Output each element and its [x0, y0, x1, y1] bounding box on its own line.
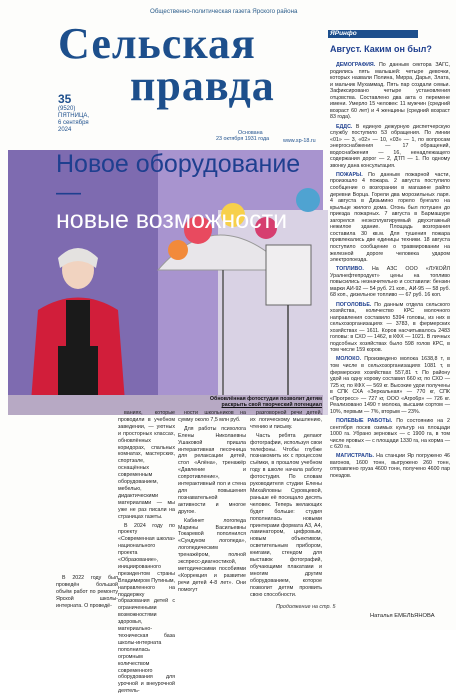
sidebar-item [330, 172, 450, 264]
article-column-2 [118, 410, 175, 697]
sidebar-item-text: Произведено молока 1638,8 т, в том числе в сельхозорганизациях 1081 т, в фермерских хозяйствах 557,81 т. По району удой на одну корову составил 660 кг, по СХО — 725 кг, по КФХ — 569 кг. Высокие удои получены в СПК СХА «Зеркальная» — 770 кг, СПК «Прогресс» — 727 кг, ООО «Агро6р» — 726 кг. Реализовано 1490 т молока, высшим сортом — 10%, первым — 7%, вторым — 23%. [330, 356, 450, 415]
article-paragraph: В 2022 году был проведён большой объём работ по ремонту Ярской школы-интерната. О проведё- [56, 575, 118, 609]
newspaper-subtitle: Общественно-политическая газета Ярского района [150, 8, 298, 15]
website-link[interactable]: www.sp-18.ru [283, 138, 316, 144]
article-paragraph: Для работы психолога Елены Николаевны Ушаковой пришла интерактивная песочница для релаксации детей, стол «Алёна», тренажёр «Давление и сопротивление», интерактивный пол и стена для повышения познавательной активности и многое другое. [178, 425, 246, 515]
article-paragraph: Кабинет логопеда Марины Васильевны Токаревой пополнился «Сундуком логопеда», логопедическим тренажёром, полной экспресс-диагностикой, методическими пособиями «Коррекция и развитие речи детей 4-8 лет». Они помогут [178, 517, 246, 593]
sidebar-item-text: По состоянию на 2 сентября посев озимых культур на площади 1000 га. Убрано зерновых — с 1900 га, в том числе яровых — с площади 1330 га, на корма — с 620 га. [330, 418, 450, 451]
sidebar-item-heading: ЕДДС. [336, 123, 353, 130]
headline-line1: Новое оборудование — [56, 150, 301, 206]
photo-caption [172, 396, 322, 409]
sidebar-item-heading: ПОЛЕВЫЕ РАБОТЫ. [336, 418, 393, 424]
feature-headline [56, 150, 326, 234]
sidebar-item-heading: ПОЖАРЫ. [336, 171, 363, 178]
issue-date: 6 сентября [58, 120, 89, 126]
sidebar-item-heading: МАГИСТРАЛЬ. [336, 453, 374, 460]
issue-number: 35 [58, 92, 72, 106]
article-paragraph: разговорной речи детей, их логическому мышлению, чтению и письму. [250, 410, 322, 430]
sidebar-item-heading: ТОПЛИВО. [336, 266, 364, 273]
sidebar-news [330, 62, 450, 482]
sidebar-item-text: По данным отдела сельского хозяйства, количество КРС молочного направления составило 5394 головы, из них в сельхозорганизациях — 3783, в фермерских хозяйствах — 1611. Коров насчитывалось 2483 головы: в СХО — 1462, в КФХ — 1021. В личных подсобных хозяйствах было 598 голов КРС, в том числе 159 коров. [330, 301, 450, 354]
article-column-4 [250, 410, 322, 600]
sidebar-item-text: На станции Яр погружено 46 вагонов, 1600 тонн, выгружено 260 тонн, отправлено груза 4600 тонн, получено 4600 пар поездов. [330, 453, 450, 479]
sidebar-title: Август. Каким он был? [330, 44, 432, 54]
article-paragraph: Часть ребята делают фотографии, используя свои телефоны. Чтобы глубже познакомить их с процессом съёмки, в прошлом учебном году в школе начала работу фотостудия. По словам руководителя студии Елены Михайловны Суровцевой, раньше её посещало десять человек. Теперь желающих будет больше: студия пополнилась новыми принтерами формата А3, А4, ламинатором, цифровым, новым объективом, осветительным прибором, книгами, стендом для выставок фотографий, обучающими плакатами и многим другим оборудованием, которое позволит детям проявить свою способности. [250, 432, 322, 598]
continued-note[interactable]: Продолжение на стр. 5 [276, 604, 336, 610]
sidebar-item-text: На АЗС ООО «ЛУКОЙЛ Уралнефтепродукт» цены на топливо повысились незначительно и составили: бензин марки АИ-92 — 54 руб. 21 коп., АИ-95 — 58 руб. 68 коп., дизельное топливо — 67 руб. 16 коп. [330, 266, 450, 299]
article-column-3 [178, 410, 246, 596]
sidebar-item-text: В единую дежурную диспетчерскую службу поступило 53 обращения. По линии «01» — 3, «02» — 10, «03» — 1, по вопросам энергоснабжения — 17 обращений, водоснабжения — 16, ненадлежащего содержания дорог — 2, ДТП — 1. По одному звонку дана консультация. [330, 123, 450, 169]
founded-label: Основана [238, 130, 263, 136]
founded-info [216, 130, 269, 142]
sidebar-author: Наталья ЕМЕЛЬЯНОВА [370, 613, 435, 619]
sidebar-item [330, 302, 450, 354]
sidebar-item [330, 418, 450, 451]
masthead [0, 0, 320, 148]
issue-total: (9520) [58, 106, 76, 112]
sidebar-item-heading: МОЛОКО. [336, 356, 362, 363]
sidebar-item [330, 453, 450, 479]
sidebar-item [330, 124, 450, 170]
sidebar-item [330, 356, 450, 415]
article-paragraph: ваниях, которые проводили в учебном заведении, — уютных и просторных классах, обновлённых коридорах, спальных комнатах, мастерских, спортзале, оснащённых современным оборудованием, мебелью, дидактическими материалами — мы уже не раз писали на страницах газеты. [118, 410, 175, 520]
issue-year: 2024 [58, 127, 72, 133]
sidebar-item-heading: ПОГОЛОВЬЕ. [336, 301, 372, 308]
newspaper-title-line2: правда [130, 61, 275, 110]
sidebar-item [330, 62, 450, 121]
sidebar-item-heading: ДЕМОГРАФИЯ. [336, 62, 376, 68]
headline-line2: новые возможности [56, 206, 288, 234]
article-paragraph: ности школьников на сумму около 7,5 млн руб. [178, 410, 246, 423]
sidebar-item [330, 266, 450, 299]
article-paragraph: В 2024 году по проекту «Современная школа» национального проекта «Образование», инициированного президентом страны Владимиром Путиным, направленного на поддержку образования детей с ограниченными возможностями здоровья, материально-техническая база школы-интерната пополнилась огромным количеством современного оборудования для урочной и внеурочной деятель- [118, 522, 175, 695]
issue-block [58, 92, 128, 134]
caption-line2: раскрыть свой творческий потенциал [221, 402, 322, 409]
newspaper-title-line1: Сельская [58, 19, 256, 68]
sidebar-item-text: По данным сектора ЗАГС, родились пять малышей: четыре девочки, которых назвали Полина, Мирра, Дарья, Злата, и мальчик Мухаммад. Пять пар создали семьи. Зафиксировано четыре установления отцовства. Составлено два акта о перемене имени. Умерло 15 человек: 11 мужчин (средний возраст 60 лет) и 4 женщины (средний возраст 83 года). [330, 62, 450, 121]
section-tag: ЯРинфо [330, 30, 357, 37]
article-column-1 [56, 575, 118, 612]
issue-weekday: ПЯТНИЦА, [58, 113, 90, 119]
founded-date: 23 октября 1931 года [216, 136, 270, 142]
caption-line1: Обновлённая фотостудия позволит детям [209, 396, 322, 402]
sidebar-item-text: По данным пожарной части, произошло 4 пожара. 2 августа поступило сообщение о возгорании в магазине райпо деревни Ворца. Горели два морозильных ларя. 4 августа в Дизьмино горело бунгало на крыльце жилого дома. Огонь был потушен до приезда пожарных. 7 августа в Бармашуре загорелся неэксплуатируемый двухэтажный нежилое здание. Площадь возгорания составила 30 кв.м. Для тушения пожара привлекались две единицы техники. 18 августа поступило сообщение о травмировании на железной дороге человека ударом электропоезда. [330, 171, 450, 264]
